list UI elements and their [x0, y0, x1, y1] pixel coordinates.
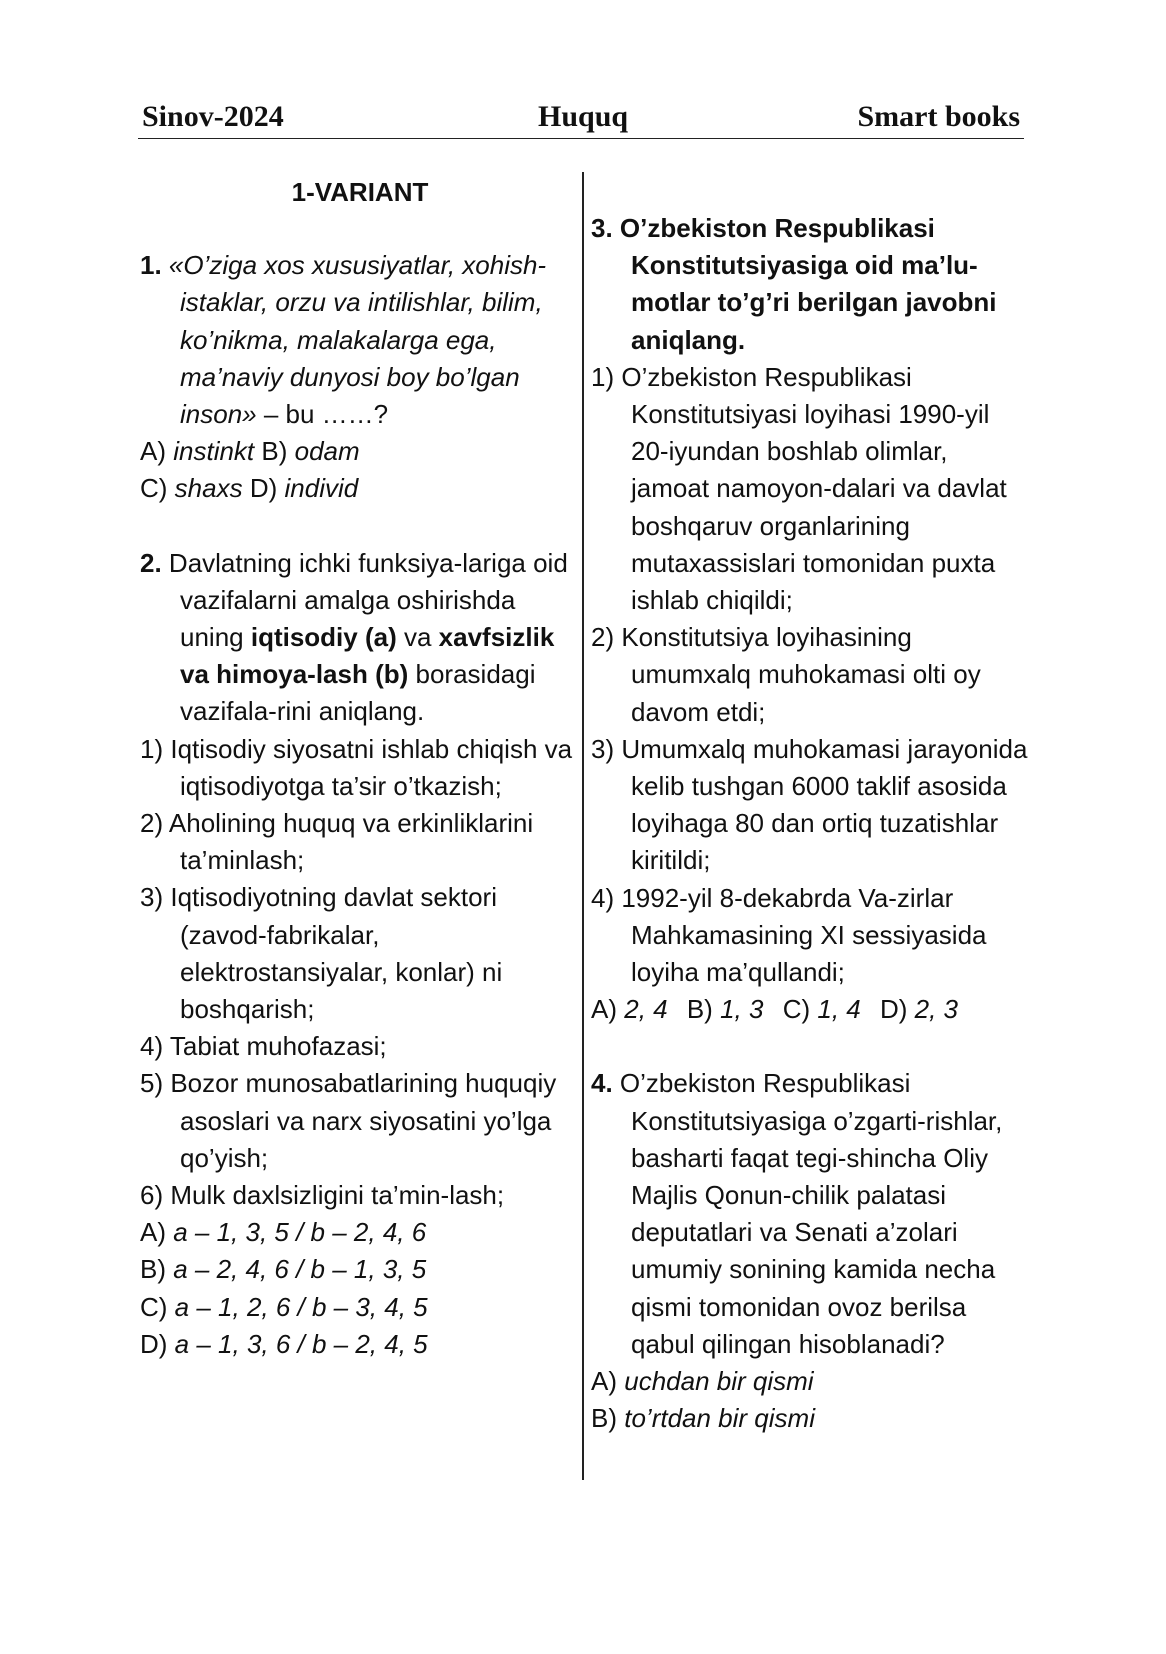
answer-options-row: [591, 991, 1031, 1028]
option-label: C): [140, 473, 168, 504]
option-text: instinkt: [173, 436, 255, 467]
statement-item: 1) O’zbekiston Respublikasi Konstitutsiyasi loyihasi 1990-yil 20-iyundan boshlab olimlar, jamoat namoyon-dalari va davlat boshqaruv organlarining mutaxassislari tomonidan puxta ishlab chiqildi;: [591, 361, 1007, 616]
option-label: C): [782, 994, 811, 1025]
option-text: individ: [284, 473, 359, 504]
option-label: B): [261, 436, 288, 467]
question-stem-bold: xavfsizlik va himoya-lash (b): [180, 622, 555, 690]
option-text: a – 1, 3, 6 / b – 2, 4, 5: [174, 1328, 428, 1359]
answer-options-row: [140, 433, 580, 470]
option-label: A): [591, 1366, 617, 1397]
header-left-text: Sinov-2024: [142, 100, 284, 133]
question-stem-tail: – bu ……?: [256, 399, 389, 430]
option-label: A): [140, 436, 166, 467]
question-stem: borasidagi vazifala-rini aniqlang.: [180, 659, 536, 727]
question-number: 2.: [140, 547, 162, 578]
right-column: [591, 210, 1031, 1438]
answer-option: [140, 1251, 580, 1288]
option-label: A): [140, 1217, 166, 1248]
answer-options-row: [140, 470, 580, 507]
question-stem: O’zbekiston Respublikasi Konstitutsiyasiga oid ma’lu-motlar to’g’ri berilgan javobni aniqlang.: [619, 213, 997, 355]
question-4: [591, 1065, 1031, 1437]
question-stem: Davlatning ichki funksiya-lariga oid vazifalarni amalga oshirishda uning: [168, 547, 568, 653]
option-label: B): [686, 994, 713, 1025]
option-text: to’rtdan bir qismi: [624, 1403, 815, 1434]
option-text: 1, 3: [720, 994, 764, 1025]
answer-option: [140, 1214, 580, 1251]
question-stem: O’zbekiston Respublikasi Konstitutsiyasiga o’zgarti-rishlar, basharti faqat tegi-shincha Oliy Majlis Qonun-chilik palatasi deputatlari va Senati a’zolari umumiy sonining kamida necha qismi tomonidan ovoz berilsa qabul qilingan hisoblanadi?: [619, 1068, 1003, 1359]
question-number: 4.: [591, 1068, 613, 1099]
question-number: 1.: [140, 250, 162, 281]
header-right-text: Smart books: [857, 100, 1020, 133]
statement-item: 6) Mulk daxlsizligini ta’min-lash;: [140, 1180, 505, 1211]
answer-option: [591, 1400, 1031, 1437]
answer-option: [591, 1363, 1031, 1400]
option-label: D): [249, 473, 278, 504]
option-text: a – 1, 3, 5 / b – 2, 4, 6: [173, 1217, 427, 1248]
option-label: B): [591, 1403, 617, 1434]
option-label: C): [140, 1291, 168, 1322]
statement-item: 1) Iqtisodiy siyosatni ishlab chiqish va iqtisodiyotga ta’sir o’tkazish;: [140, 733, 573, 801]
answer-option: [140, 1326, 580, 1363]
question-number: 3.: [591, 213, 613, 243]
option-label: B): [140, 1254, 166, 1285]
option-label: D): [879, 994, 908, 1025]
option-text: 2, 3: [914, 994, 959, 1025]
answer-option: [140, 1289, 580, 1326]
page-header: [138, 96, 1024, 139]
question-3: [591, 210, 1031, 1028]
header-subject: Huquq: [538, 100, 629, 133]
statement-item: 3) Umumxalq muhokamasi jarayonida kelib tushgan 6000 taklif asosida loyihaga 80 dan ortiq tuzatishlar kiritildi;: [591, 733, 1028, 876]
question-1: [140, 247, 580, 507]
question-stem: va: [396, 622, 439, 653]
option-text: shaxs: [174, 473, 243, 504]
option-label: D): [140, 1328, 168, 1359]
option-text: 2, 4: [624, 994, 668, 1025]
statement-item: 2) Konstitutsiya loyihasining umumxalq muhokamasi olti oy davom etdi;: [591, 622, 981, 727]
statement-item: 4) Tabiat muhofazasi;: [140, 1031, 387, 1062]
statement-item: 4) 1992-yil 8-dekabrda Va-zirlar Mahkamasining XI sessiyasida loyiha ma’qullandi;: [591, 882, 987, 988]
question-stem-bold: iqtisodiy (a): [250, 622, 397, 653]
option-text: 1, 4: [817, 994, 861, 1025]
question-2: [140, 545, 580, 1363]
statement-item: 5) Bozor munosabatlarining huquqiy asoslari va narx siyosatini yo’lga qo’yish;: [140, 1068, 557, 1173]
statement-item: 3) Iqtisodiyotning davlat sektori (zavod-fabrikalar, elektrostansiyalar, konlar) ni boshqarish;: [140, 882, 503, 1025]
statement-item: 2) Aholining huquq va erkinliklarini ta’minlash;: [140, 808, 534, 876]
option-label: A): [591, 994, 617, 1025]
option-text: a – 1, 2, 6 / b – 3, 4, 5: [174, 1291, 428, 1322]
option-text: a – 2, 4, 6 / b – 1, 3, 5: [173, 1254, 427, 1285]
left-column: [140, 174, 580, 1363]
variant-title: 1-VARIANT: [291, 177, 429, 207]
option-text: odam: [294, 436, 360, 467]
column-divider: [582, 172, 584, 1480]
option-text: uchdan bir qismi: [624, 1366, 814, 1397]
question-stem: «O’ziga xos xususiyatlar, xohish-istaklar, orzu va intilishlar, bilim, ko’nikma, malakalarga ega, ma’naviy dunyosi boy bo’lgan inson»: [168, 250, 547, 430]
